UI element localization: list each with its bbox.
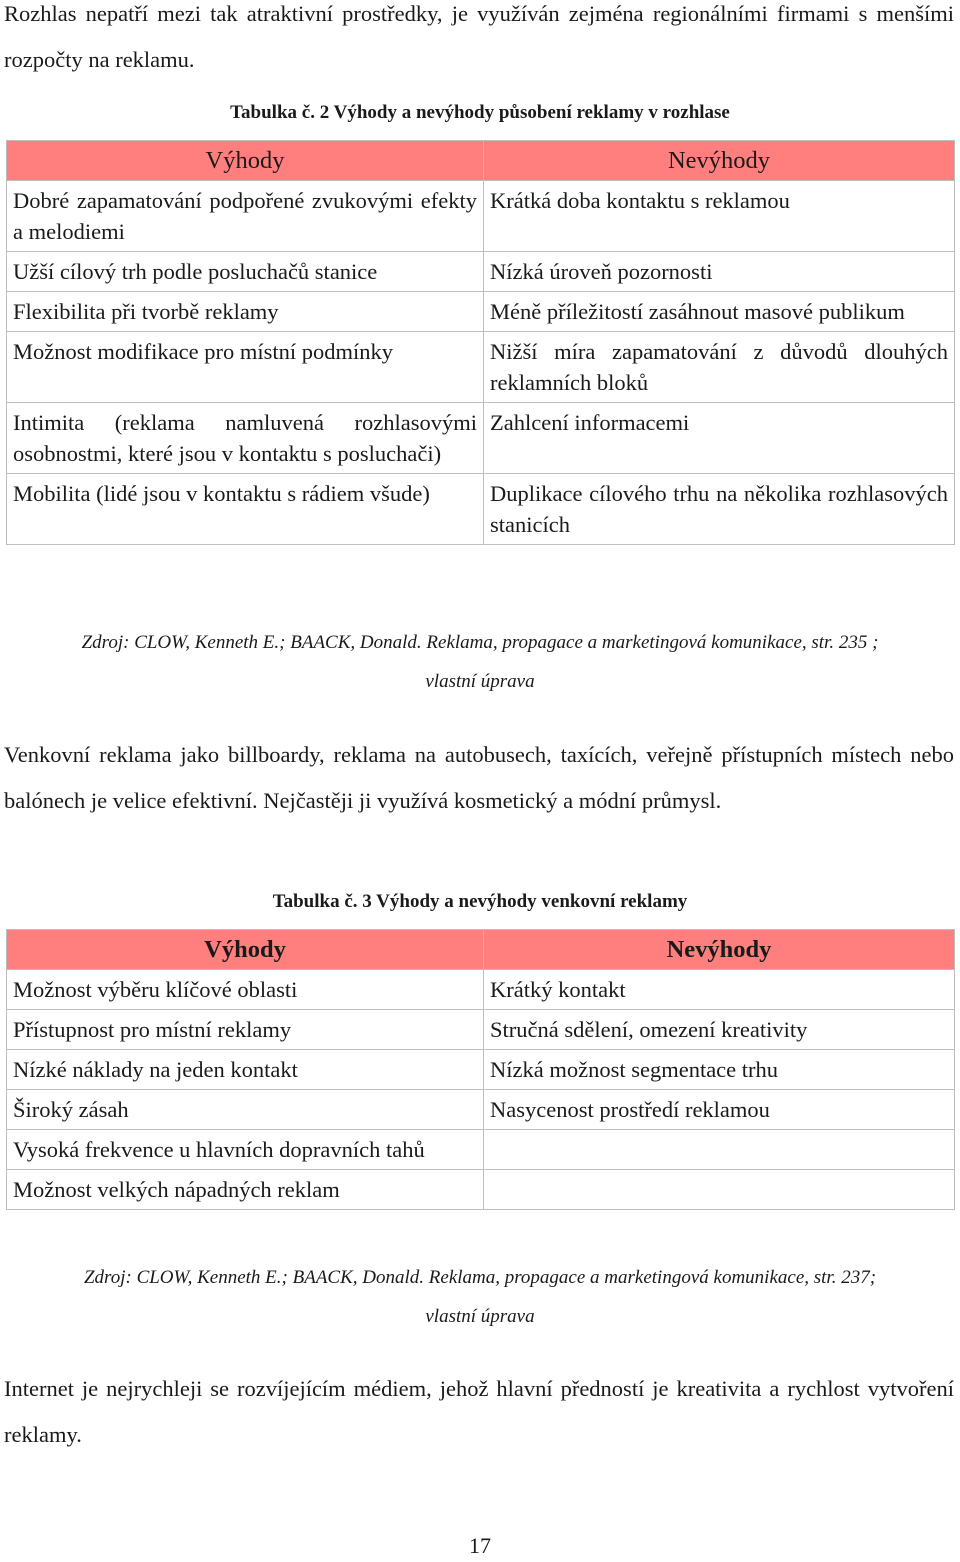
table-row xyxy=(7,1090,955,1130)
table2-advantage-cell: Intimita (reklama namluvená rozhlasovými osobnostmi, které jsou v kontaktu s posluchači) xyxy=(7,403,484,474)
table3-disadvantage-cell xyxy=(484,1130,955,1170)
table2-disadvantage-cell: Duplikace cílového trhu na několika rozhlasových stanicích xyxy=(484,474,955,545)
table3-advantage-cell: Přístupnost pro místní reklamy xyxy=(7,1010,484,1050)
table2-advantage-cell: Užší cílový trh podle posluchačů stanice xyxy=(7,252,484,292)
table3-source-line2: vlastní úprava xyxy=(425,1306,535,1327)
table3-source-line1: Zdroj: CLOW, Kenneth E.; BAACK, Donald. Reklama, propagace a marketingová komunikace, str. 237; xyxy=(83,1267,877,1288)
table-row xyxy=(7,1010,955,1050)
table3-advantage-cell: Možnost výběru klíčové oblasti xyxy=(7,970,484,1010)
table3-advantages-disadvantages xyxy=(6,929,955,1210)
table2-advantage-cell: Mobilita (lidé jsou v kontaktu s rádiem všude) xyxy=(7,474,484,545)
table2-header-advantages: Výhody xyxy=(7,141,484,181)
table2-advantage-cell: Flexibilita při tvorbě reklamy xyxy=(7,292,484,332)
table2-header-row xyxy=(7,141,955,181)
table2-source-line2: vlastní úprava xyxy=(425,671,535,692)
table-row xyxy=(7,1050,955,1090)
table3-disadvantage-cell: Nízká možnost segmentace trhu xyxy=(484,1050,955,1090)
table-row xyxy=(7,181,955,252)
table-row xyxy=(7,292,955,332)
table2-disadvantage-cell: Zahlcení informacemi xyxy=(484,403,955,474)
table-row xyxy=(7,1170,955,1210)
outdoor-paragraph: Venkovní reklama jako billboardy, reklama na autobusech, taxících, veřejně přístupních místech nebo balónech je velice efektivní. Nejčastěji ji využívá kosmetický a módní průmysl. xyxy=(4,742,954,813)
table3-header-disadvantages: Nevýhody xyxy=(484,930,955,970)
table3-advantage-cell: Široký zásah xyxy=(7,1090,484,1130)
table3-disadvantage-cell: Stručná sdělení, omezení kreativity xyxy=(484,1010,955,1050)
table2-disadvantage-cell: Nižší míra zapamatování z důvodů dlouhých reklamních bloků xyxy=(484,332,955,403)
table3-disadvantage-cell: Nasycenost prostředí reklamou xyxy=(484,1090,955,1130)
table2-advantage-cell: Dobré zapamatování podpořené zvukovými efekty a melodiemi xyxy=(7,181,484,252)
table3-caption: Tabulka č. 3 Výhody a nevýhody venkovní reklamy xyxy=(272,891,688,912)
table3-advantage-cell: Možnost velkých nápadných reklam xyxy=(7,1170,484,1210)
table3-source xyxy=(0,1258,960,1336)
table2-disadvantage-cell: Nízká úroveň pozornosti xyxy=(484,252,955,292)
table-row xyxy=(7,252,955,292)
intro-paragraph: Rozhlas nepatří mezi tak atraktivní prostředky, je využíván zejména regionálními firmami s menšími rozpočty na reklamu. xyxy=(4,1,954,72)
table-row xyxy=(7,970,955,1010)
table-row xyxy=(7,1130,955,1170)
table-row xyxy=(7,403,955,474)
table2-advantages-disadvantages xyxy=(6,140,955,545)
table2-disadvantage-cell: Krátká doba kontaktu s reklamou xyxy=(484,181,955,252)
table3-disadvantage-cell xyxy=(484,1170,955,1210)
table3-disadvantage-cell: Krátký kontakt xyxy=(484,970,955,1010)
table3-header-row xyxy=(7,930,955,970)
table2-advantage-cell: Možnost modifikace pro místní podmínky xyxy=(7,332,484,403)
table2-source xyxy=(0,623,960,701)
page-number: 17 xyxy=(469,1533,491,1558)
table3-advantage-cell: Vysoká frekvence u hlavních dopravních tahů xyxy=(7,1130,484,1170)
table2-caption: Tabulka č. 2 Výhody a nevýhody působení reklamy v rozhlase xyxy=(230,102,730,123)
table-row xyxy=(7,332,955,403)
table3-header-advantages: Výhody xyxy=(7,930,484,970)
table3-advantage-cell: Nízké náklady na jeden kontakt xyxy=(7,1050,484,1090)
table2-source-line1: Zdroj: CLOW, Kenneth E.; BAACK, Donald. Reklama, propagace a marketingová komunikace, str. 235 ; xyxy=(81,632,879,653)
table-row xyxy=(7,474,955,545)
table2-header-disadvantages: Nevýhody xyxy=(484,141,955,181)
table2-disadvantage-cell: Méně příležitostí zasáhnout masové publikum xyxy=(484,292,955,332)
internet-paragraph: Internet je nejrychleji se rozvíjejícím médiem, jehož hlavní předností je kreativita a rychlost vytvoření reklamy. xyxy=(4,1376,954,1447)
